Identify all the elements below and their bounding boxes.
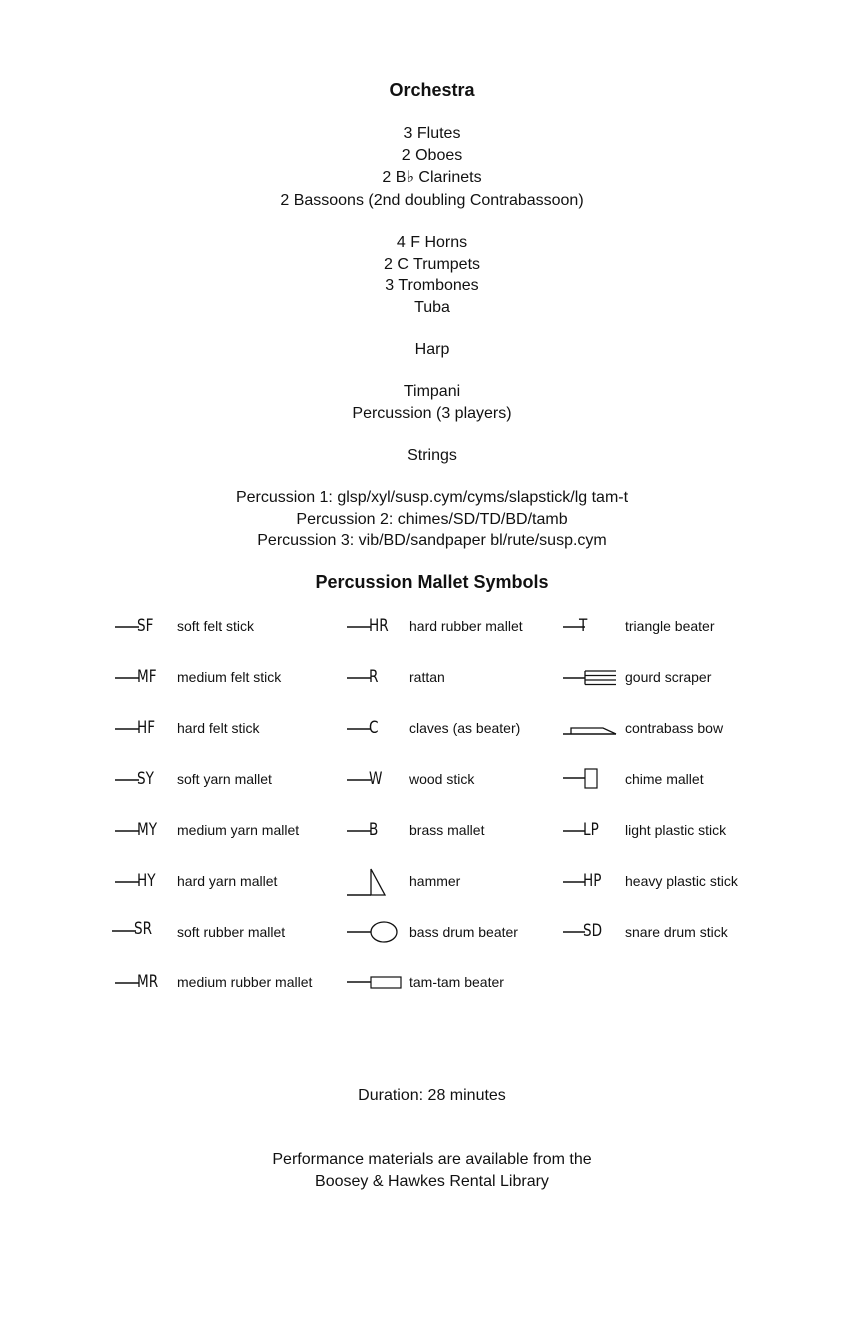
instrument-line: Percussion (3 players) [352,404,512,422]
mallet-label: heavy plastic stick [625,873,738,889]
mallet-code: HP [583,871,602,891]
mallet-code: R [369,667,379,687]
mallet-label: soft rubber mallet [177,924,286,940]
instrument-line: 2 Oboes [401,146,463,164]
hp-symbol [563,869,623,895]
mallet-label: chime mallet [625,771,704,787]
mallet-code: T [579,616,588,636]
sy-symbol [115,767,175,793]
hf-symbol [115,716,175,742]
mallet-label: wood stick [409,771,475,787]
instrument-line: 4 F Horns [396,234,468,251]
mallet-label: tam-tam beater [409,974,504,990]
footer-note [0,1149,864,1192]
mallet-code: SF [137,616,154,636]
mallet-code: HF [137,718,156,738]
percussion-group [0,381,864,424]
mallet-code: SR [134,919,153,939]
mallet-label: snare drum stick [625,924,728,940]
mf-symbol [115,665,175,691]
lp-symbol [563,818,623,844]
instrument-line: 2 B♭ Clarinets [382,169,482,186]
t-symbol [563,614,623,640]
hy-symbol [115,869,175,895]
mallet-label: soft yarn mallet [177,771,272,787]
mallet-label: claves (as beater) [409,720,521,736]
harp-line: Harp [414,341,450,358]
mallet-label: brass mallet [409,822,485,838]
chime-mallet-icon [563,767,623,793]
w-symbol [347,767,407,793]
mr-symbol [115,970,175,996]
mallet-code: SY [137,769,154,789]
strings-line: Strings [407,447,457,464]
mallet-code: B [369,820,379,840]
instrument-line: 3 Trombones [385,277,479,294]
instrument-line: 2 C Trumpets [383,255,481,273]
instrument-line: Timpani [403,383,461,400]
sd-symbol [563,919,623,945]
mallet-label: medium rubber mallet [177,974,313,990]
percussion-parts [0,487,864,552]
mallet-code: C [369,718,379,738]
mallet-code: MF [137,667,157,687]
r-symbol [347,665,407,691]
instrument-line: 3 Flutes [403,125,461,142]
hammer-icon [347,866,407,892]
orchestra-title: Orchestra [389,80,475,100]
sf-symbol [115,614,175,640]
mallet-code: LP [583,820,599,840]
mallet-label: triangle beater [625,618,715,634]
woodwinds-list [0,123,864,211]
mallet-code: W [369,769,383,789]
mallet-label: rattan [409,669,445,685]
duration-text: Duration: 28 minutes [358,1087,506,1104]
b-symbol [347,818,407,844]
mallet-label: light plastic stick [625,822,727,838]
brass-list [0,232,864,318]
footer-line: Boosey & Hawkes Rental Library [315,1172,549,1190]
mallet-label: contrabass bow [625,720,724,736]
tam-tam-beater-icon [347,970,407,996]
mallet-label: medium felt stick [177,669,282,685]
my-symbol [115,818,175,844]
hr-symbol [347,614,407,640]
c-symbol [347,716,407,742]
mallet-code: SD [583,921,603,941]
instrument-line: 2 Bassoons (2nd doubling Contrabassoon) [280,191,584,209]
bass-drum-beater-icon [347,919,407,945]
gourd-scraper-icon [563,665,623,691]
footer-line: Performance materials are available from the [272,1151,592,1168]
mallet-code: MY [137,820,158,840]
mallet-label: medium yarn mallet [177,822,300,838]
mallet-code: MR [137,972,159,992]
mallet-label: hammer [409,873,461,889]
mallet-label: hard yarn mallet [177,873,278,889]
percussion-part-line: Percussion 3: vib/BD/sandpaper bl/rute/susp.cym [257,532,607,549]
mallet-label: gourd scraper [625,669,712,685]
mallet-label: bass drum beater [409,924,518,940]
mallet-symbols-title: Percussion Mallet Symbols [315,572,549,592]
instrument-line: Tuba [414,298,450,316]
percussion-part-line: Percussion 1: glsp/xyl/susp.cym/cyms/slapstick/lg tam-t [235,489,629,506]
sr-symbol [112,919,172,945]
mallet-label: hard felt stick [177,720,260,736]
percussion-part-line: Percussion 2: chimes/SD/TD/BD/tamb [296,510,568,528]
mallet-code: HY [137,871,156,891]
mallet-code: HR [369,616,389,636]
contrabass-bow-icon [563,716,623,742]
mallet-label: hard rubber mallet [409,618,523,634]
mallet-label: soft felt stick [177,618,255,634]
